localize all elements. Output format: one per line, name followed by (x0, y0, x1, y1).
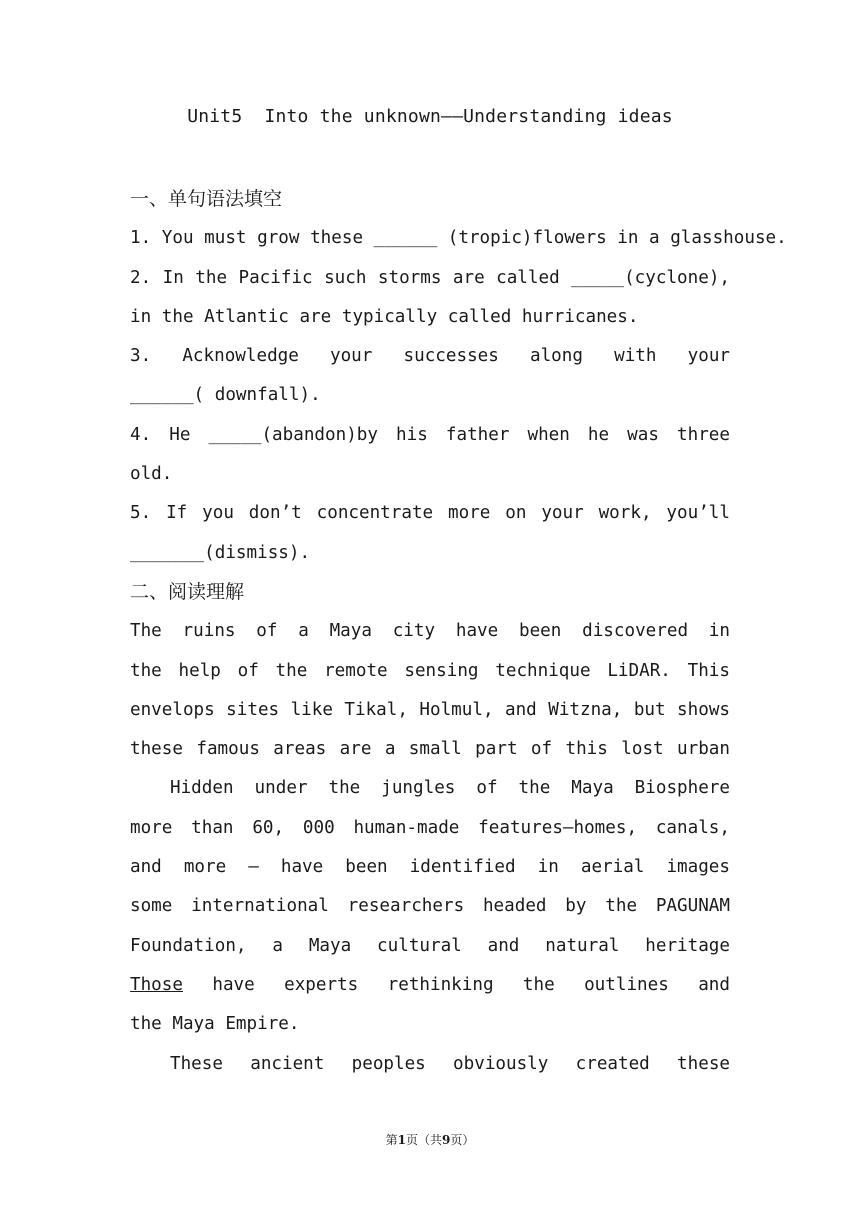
question-1: 1. You must grow these ______ (tropic)flowers in a glasshouse. (130, 228, 787, 249)
question-5-line-1: 5. If you don’t concentrate more on your work, you’ll (130, 503, 730, 524)
passage-line: and more — have been identified in aerial images (130, 857, 730, 878)
page-title: Unit5 Into the unknown——Understanding ideas (187, 106, 673, 127)
page-footer (0, 1131, 860, 1148)
passage-line: the help of the remote sensing technique LiDAR. This (130, 660, 730, 681)
passage-line: Foundation, a Maya cultural and natural heritage (130, 935, 730, 956)
question-5-line-2: _______(dismiss). (130, 542, 311, 563)
passage-line: The ruins of a Maya city have been discovered in (130, 621, 730, 642)
footer-page-number: 1 (397, 1133, 406, 1147)
question-2-line-2: in the Atlantic are typically called hurricanes. (130, 306, 639, 327)
question-3-line-2: ______( downfall). (130, 385, 321, 406)
section-heading-reading: 二、阅读理解 (130, 580, 245, 603)
passage-line: These ancient peoples obviously created these (170, 1053, 730, 1074)
section-heading-grammar: 一、单句语法填空 (130, 188, 283, 210)
document-body (130, 180, 787, 1084)
underlined-word-those: Those (130, 974, 183, 995)
footer-suffix: 页） (450, 1133, 475, 1147)
passage-line: more than 60, 000 human-made features—homes, canals, (130, 817, 730, 838)
passage-line-with-underline (130, 966, 730, 1005)
footer-prefix: 第 (385, 1133, 398, 1147)
question-2-line-1: 2. In the Pacific such storms are called _____(cyclone), (130, 267, 730, 288)
passage-line: envelops sites like Tikal, Holmul, and Witzna, but shows (130, 699, 730, 720)
passage-line: Hidden under the jungles of the Maya Biosphere (170, 778, 730, 799)
question-3-line-1: 3. Acknowledge your successes along with your (130, 346, 730, 367)
passage-line-rest: have experts rethinking the outlines and (212, 974, 730, 995)
passage-line: these famous areas are a small part of this lost urban (130, 739, 730, 760)
question-4-line-1: 4. He _____(abandon)by his father when he was three (130, 424, 730, 445)
question-4-line-2: old. (130, 464, 173, 485)
passage-line: the Maya Empire. (130, 1014, 300, 1035)
footer-middle: 页（共 (405, 1133, 442, 1147)
footer-total-pages: 9 (442, 1133, 451, 1147)
passage-line: some international researchers headed by the PAGUNAM (130, 896, 730, 917)
